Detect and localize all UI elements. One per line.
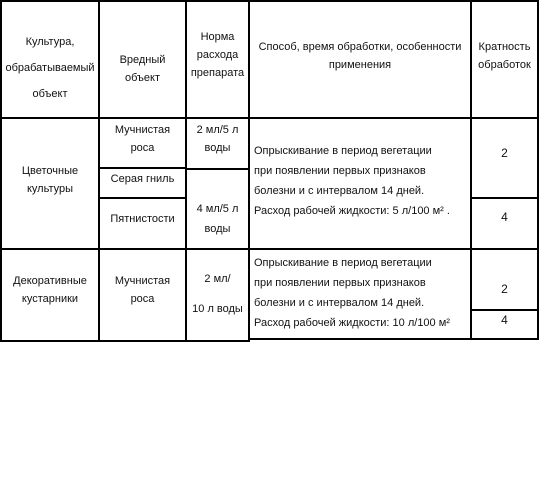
row-2-culture-line-1: Декоративные xyxy=(13,275,87,287)
header-pest xyxy=(100,51,185,87)
grid-line-pest-2 xyxy=(99,197,186,199)
header-culture-line-2: обрабатываемый xyxy=(5,62,95,74)
row-1-culture-line-1: Цветочные xyxy=(21,165,79,177)
row-1-multiplicity-2: 4 xyxy=(501,210,508,224)
row-1-culture-line-2: культуры xyxy=(26,183,74,195)
grid-line-bottom-left xyxy=(0,340,249,342)
row-2-rate-1 xyxy=(187,264,248,324)
header-rate-line-1: Норма xyxy=(200,31,235,43)
row-2-pest-1-line-1: Мучнистая xyxy=(114,275,171,287)
row-1-culture xyxy=(2,162,98,198)
row-1-pest-1-line-1: Мучнистая xyxy=(114,124,171,136)
row-2-rate-1-line-1: 2 мл/ xyxy=(204,273,231,285)
header-rate-line-2: расхода xyxy=(196,49,239,61)
header-method-line-2: применения xyxy=(328,59,392,71)
row-2-culture-line-2: кустарники xyxy=(21,293,79,305)
row-2-pest-1 xyxy=(100,272,185,308)
row-1-rate-1-line-1: 2 мл/5 л xyxy=(196,124,239,136)
grid-line-header-bottom xyxy=(0,117,539,119)
header-multiplicity-line-1: Кратность xyxy=(478,41,531,53)
header-multiplicity xyxy=(472,38,537,74)
header-culture-line-3: объект xyxy=(32,88,68,100)
header-multiplicity-line-2: обработок xyxy=(478,59,531,71)
row-1-method-line-3: болезни и с интервалом 14 дней. xyxy=(254,185,425,197)
row-1-pest-1 xyxy=(100,121,185,157)
row-1-rate-2-line-2: воды xyxy=(204,223,231,235)
header-rate xyxy=(187,28,248,82)
row-1-rate-2-line-1: 4 мл/5 л xyxy=(196,203,239,215)
row-2-multiplicity-2: 4 xyxy=(501,313,508,327)
header-method xyxy=(250,38,470,74)
row-1-pest-3 xyxy=(100,210,185,228)
header-rate-line-3: препарата xyxy=(190,67,245,79)
row-1-method-line-2: при появлении первых признаков xyxy=(254,165,426,177)
header-method-line-1: Способ, время обработки, особенности xyxy=(258,41,462,53)
row-1-pest-2 xyxy=(100,170,185,188)
row-2-method xyxy=(254,253,470,333)
row-1-pest-3-line-1: Пятнистости xyxy=(110,213,175,225)
grid-line-top xyxy=(0,0,539,2)
header-culture-line-1: Культура, xyxy=(25,36,75,48)
row-2-multiplicity-1: 2 xyxy=(501,282,508,296)
header-pest-line-2: объект xyxy=(124,72,161,84)
header-culture xyxy=(2,29,98,107)
grid-line-pest-1 xyxy=(99,167,186,169)
row-2-method-line-2: при появлении первых признаков xyxy=(254,277,426,289)
grid-line-mult-1 xyxy=(471,197,539,199)
row-1-rate-1 xyxy=(187,121,248,157)
row-2-method-line-4: Расход рабочей жидкости: 10 л/100 м² xyxy=(254,317,450,329)
grid-line-rate-1 xyxy=(186,168,249,170)
grid-line-bottom-right xyxy=(249,338,539,340)
row-2-rate-1-line-2: 10 л воды xyxy=(192,303,243,315)
row-1-method-line-1: Опрыскивание в период вегетации xyxy=(254,145,432,157)
row-1-rate-1-line-2: воды xyxy=(204,142,231,154)
row-1-method-line-4: Расход рабочей жидкости: 5 л/100 м² . xyxy=(254,205,450,217)
row-2-method-line-3: болезни и с интервалом 14 дней. xyxy=(254,297,425,309)
row-1-multiplicity-1: 2 xyxy=(501,146,508,160)
row-1-rate-2 xyxy=(187,199,248,239)
grid-line-row-1-bottom xyxy=(0,248,539,250)
row-2-method-line-1: Опрыскивание в период вегетации xyxy=(254,257,432,269)
row-2-pest-1-line-2: роса xyxy=(130,293,155,305)
row-1-pest-1-line-2: роса xyxy=(130,142,155,154)
row-1-method xyxy=(254,141,470,221)
row-2-culture xyxy=(2,272,98,308)
header-pest-line-1: Вредный xyxy=(119,54,166,66)
row-1-pest-2-line-1: Серая гниль xyxy=(110,173,175,185)
